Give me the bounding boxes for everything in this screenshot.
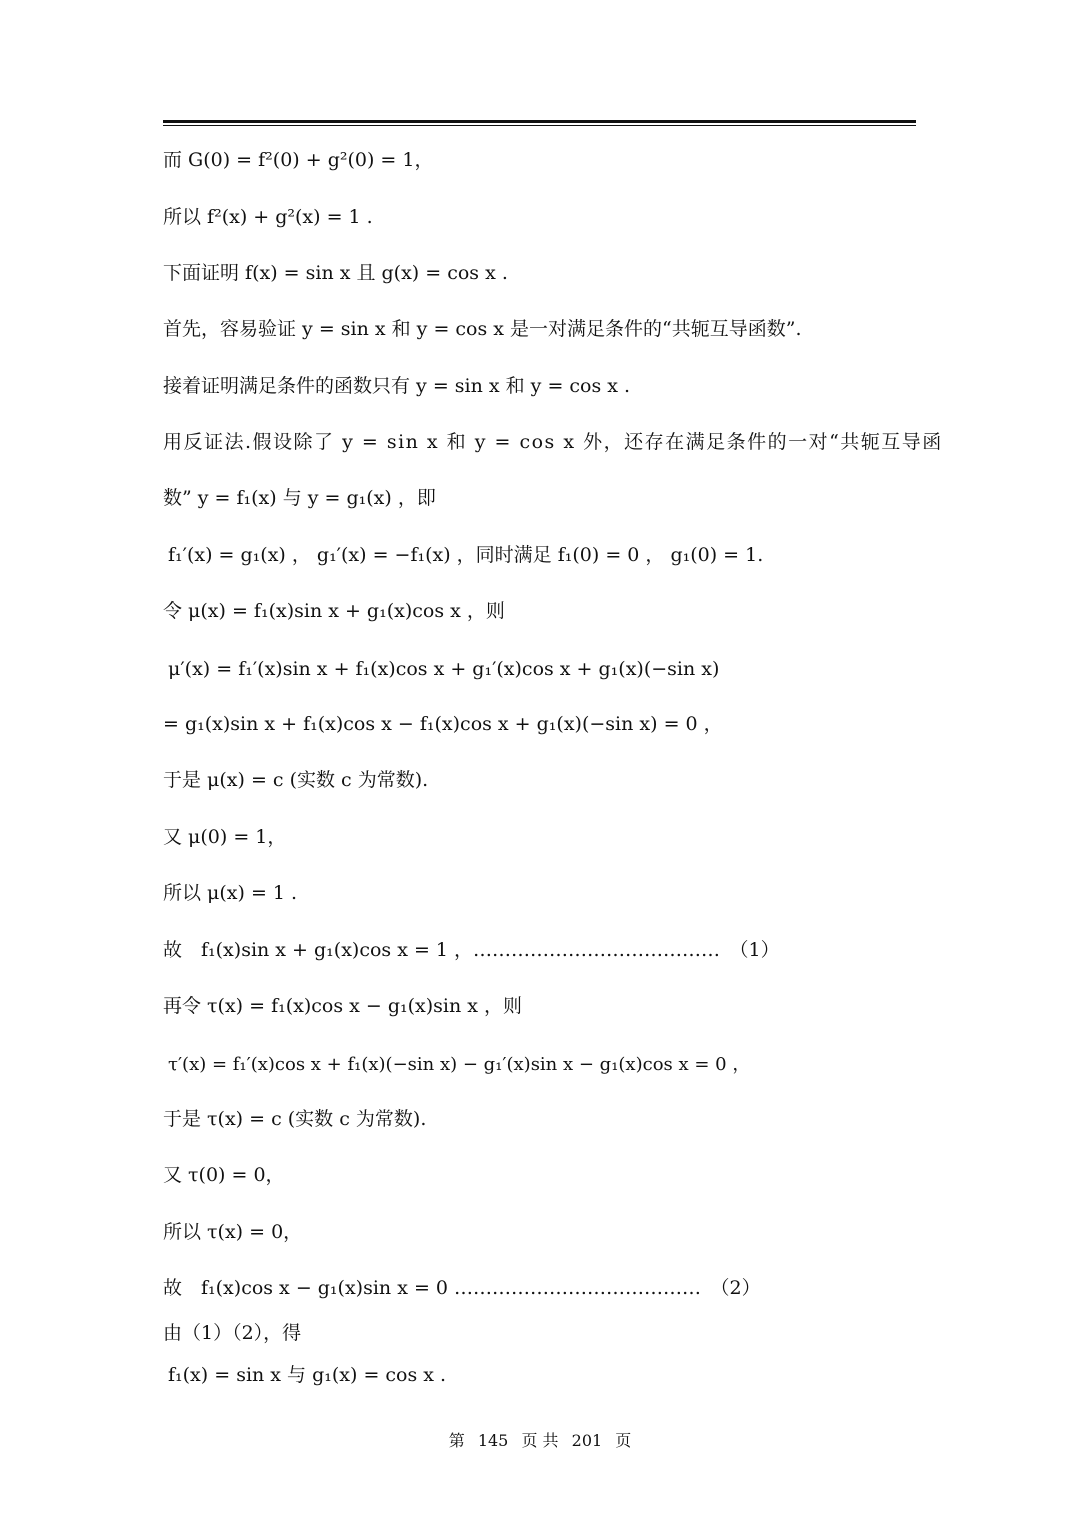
text-line-1: 而 G(0) = f²(0) + g²(0) = 1， — [163, 149, 434, 171]
text-line-7: 数” y = f₁(x) 与 y = g₁(x) ，即 — [163, 487, 436, 509]
footer-suffix: 页 — [615, 1431, 632, 1450]
equation-mu-derivative: μ′(x) = f₁′(x)sin x + f₁(x)cos x + g₁′(x)cos x + g₁(x)(−sin x) — [168, 658, 720, 680]
footer-prefix: 第 — [448, 1431, 465, 1450]
equation-mu-result: = g₁(x)sin x + f₁(x)cos x − f₁(x)cos x + g₁(x)(−sin x) = 0 ， — [163, 713, 723, 735]
text-line-4: 首先，容易验证 y = sin x 和 y = cos x 是一对满足条件的“共轭互导函数”. — [163, 318, 802, 340]
equation-2: 故 f₁(x)cos x − g₁(x)sin x = 0 ………………………………… （2） — [163, 1277, 761, 1299]
footer-total-pages: 201 — [571, 1431, 603, 1450]
footer-middle: 页 共 — [521, 1431, 559, 1450]
text-line-14: 所以 μ(x) = 1 . — [163, 882, 298, 904]
header-rule-thin — [163, 125, 916, 126]
equation-1: 故 f₁(x)sin x + g₁(x)cos x = 1 ，………………………………… （1） — [163, 939, 780, 961]
text-line-12: 于是 μ(x) = c (实数 c 为常数). — [163, 769, 429, 791]
conclusion-line: f₁(x) = sin x 与 g₁(x) = cos x . — [168, 1364, 447, 1386]
page-footer — [0, 1428, 1080, 1451]
text-line-19: 又 τ(0) = 0， — [163, 1164, 285, 1186]
text-line-2: 所以 f²(x) + g²(x) = 1 . — [163, 206, 373, 228]
footer-page-number: 145 — [477, 1431, 509, 1450]
text-line-20: 所以 τ(x) = 0， — [163, 1221, 303, 1243]
text-line-22: 由（1）（2），得 — [163, 1322, 302, 1344]
text-line-5: 接着证明满足条件的函数只有 y = sin x 和 y = cos x . — [163, 375, 631, 397]
text-line-13: 又 μ(0) = 1， — [163, 826, 287, 848]
text-line-6: 用反证法.假设除了 y = sin x 和 y = cos x 外，还存在满足条件的一对“共轭互导函 — [163, 431, 943, 453]
text-line-3: 下面证明 f(x) = sin x 且 g(x) = cos x . — [163, 262, 508, 284]
header-rule-thick — [163, 120, 916, 123]
text-line-9: 令 μ(x) = f₁(x)sin x + g₁(x)cos x ，则 — [163, 600, 505, 622]
text-line-8: f₁′(x) = g₁(x) ， g₁′(x) = −f₁(x) ，同时满足 f₁(0) = 0 ， g₁(0) = 1. — [168, 544, 764, 566]
text-line-18: 于是 τ(x) = c (实数 c 为常数). — [163, 1108, 427, 1130]
text-line-16: 再令 τ(x) = f₁(x)cos x − g₁(x)sin x ，则 — [163, 995, 523, 1017]
equation-tau-derivative: τ′(x) = f₁′(x)cos x + f₁(x)(−sin x) − g₁′(x)sin x − g₁(x)cos x = 0 ， — [168, 1054, 751, 1075]
